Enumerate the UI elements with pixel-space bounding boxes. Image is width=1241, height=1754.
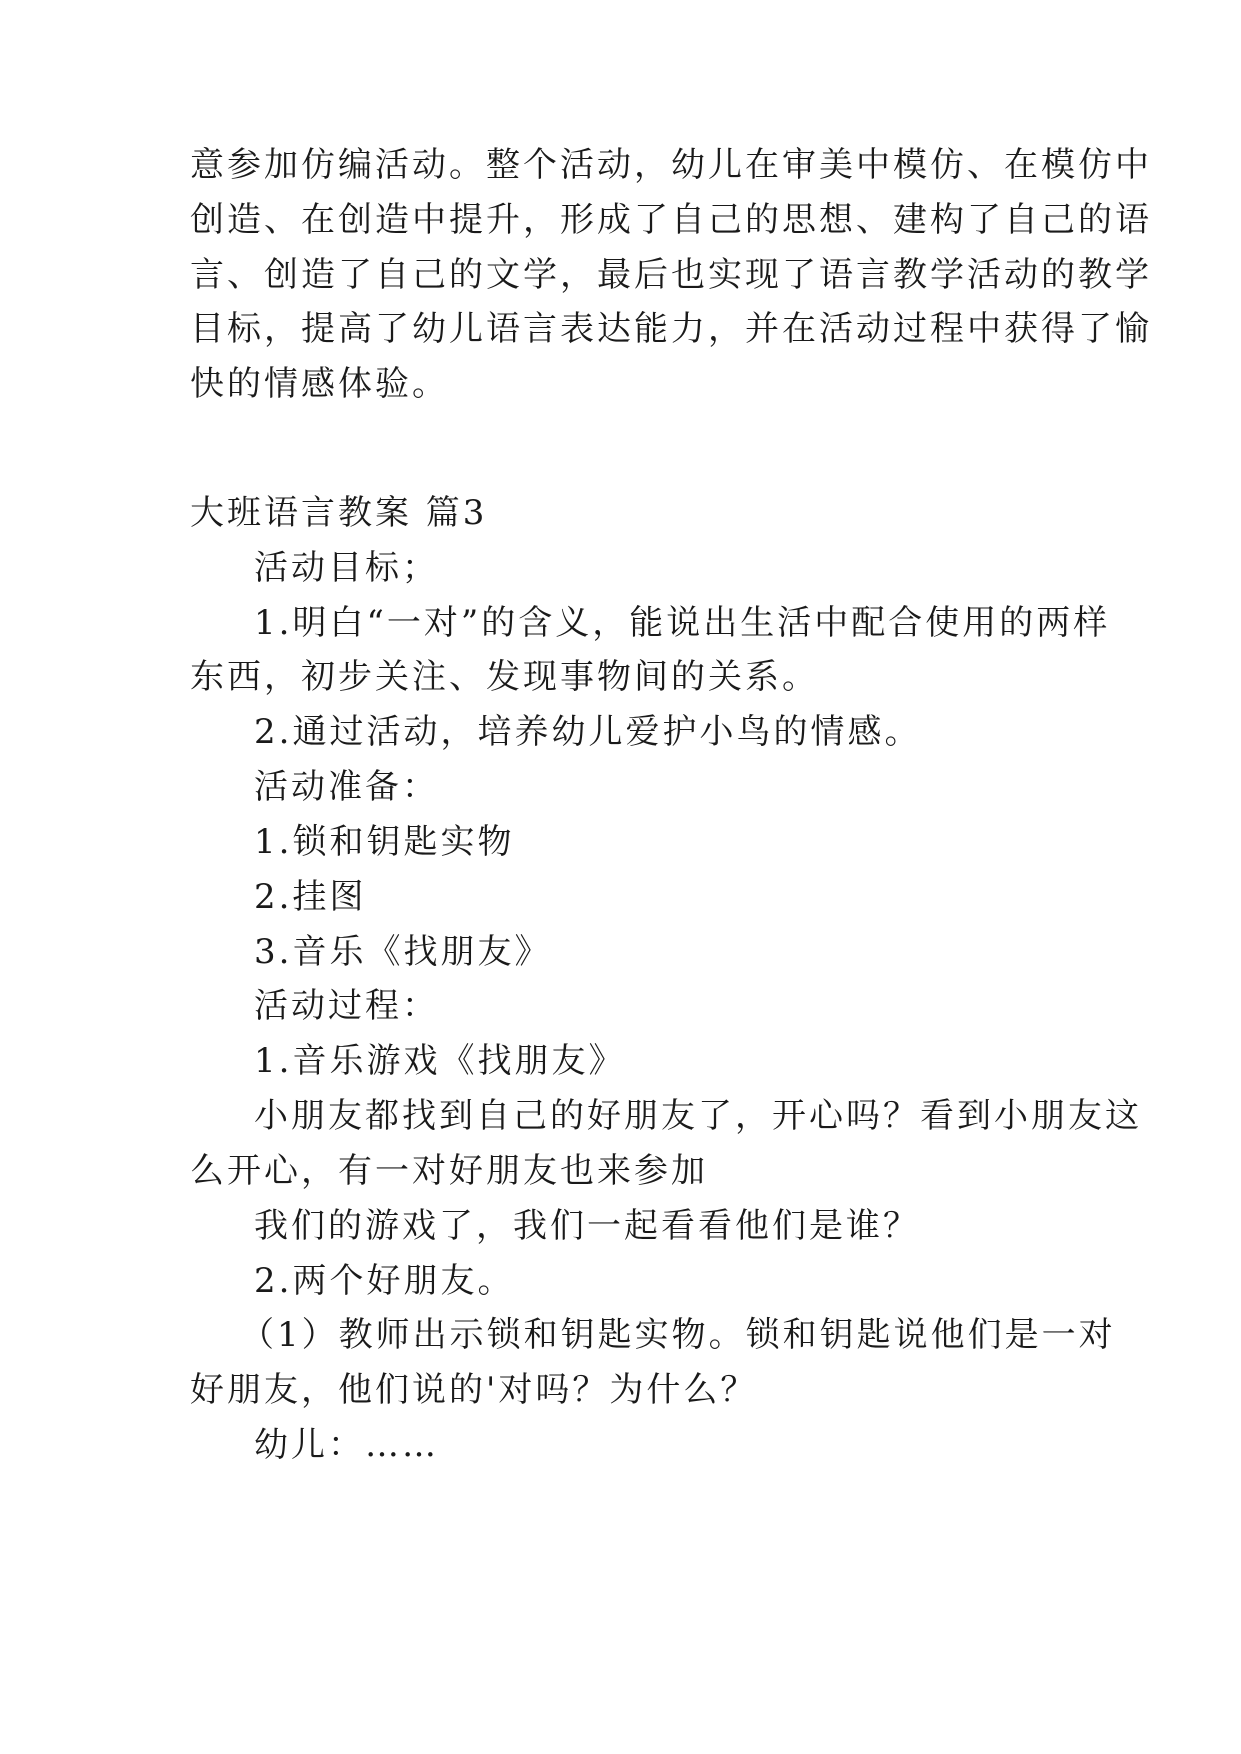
goal-2: 2.通过活动，培养幼儿爱护小鸟的情感。 (254, 712, 922, 752)
step-1: 1.音乐游戏《找朋友》 (254, 1041, 626, 1081)
step-1-text-line-1: 小朋友都找到自己的好朋友了，开心吗？看到小朋友这 (254, 1096, 1142, 1136)
child-reply: 幼儿：…… (254, 1425, 439, 1465)
prep-item-1: 1.锁和钥匙实物 (254, 822, 515, 862)
intro-line-3: 言、创造了自己的文学，最后也实现了语言教学活动的教学 (190, 255, 1152, 295)
process-title: 活动过程： (254, 986, 439, 1026)
intro-line-1: 意参加仿编活动。整个活动，幼儿在审美中模仿、在模仿中 (190, 145, 1152, 185)
prep-item-3: 3.音乐《找朋友》 (254, 932, 552, 972)
prep-item-2: 2.挂图 (254, 877, 367, 917)
intro-line-2: 创造、在创造中提升，形成了自己的思想、建构了自己的语 (190, 200, 1152, 240)
step-2-sub-1-line-2: 好朋友，他们说的'对吗？为什么？ (190, 1370, 758, 1410)
step-1-text-line-2: 么开心，有一对好朋友也来参加 (190, 1151, 708, 1191)
intro-line-5: 快的情感体验。 (190, 364, 449, 404)
step-2: 2.两个好朋友。 (254, 1261, 515, 1301)
section-heading: 大班语言教案 篇3 (190, 493, 488, 533)
goal-1-line-2: 东西，初步关注、发现事物间的关系。 (190, 657, 819, 697)
step-1-text-line-3: 我们的游戏了，我们一起看看他们是谁？ (254, 1206, 920, 1246)
step-2-sub-1-line-1: （1）教师出示锁和钥匙实物。锁和钥匙说他们是一对 (240, 1315, 1116, 1355)
goals-title: 活动目标； (254, 548, 439, 588)
prep-title: 活动准备： (254, 767, 439, 807)
goal-1-line-1: 1.明白“一对”的含义，能说出生活中配合使用的两样 (254, 603, 1111, 643)
intro-line-4: 目标，提高了幼儿语言表达能力，并在活动过程中获得了愉 (190, 309, 1152, 349)
